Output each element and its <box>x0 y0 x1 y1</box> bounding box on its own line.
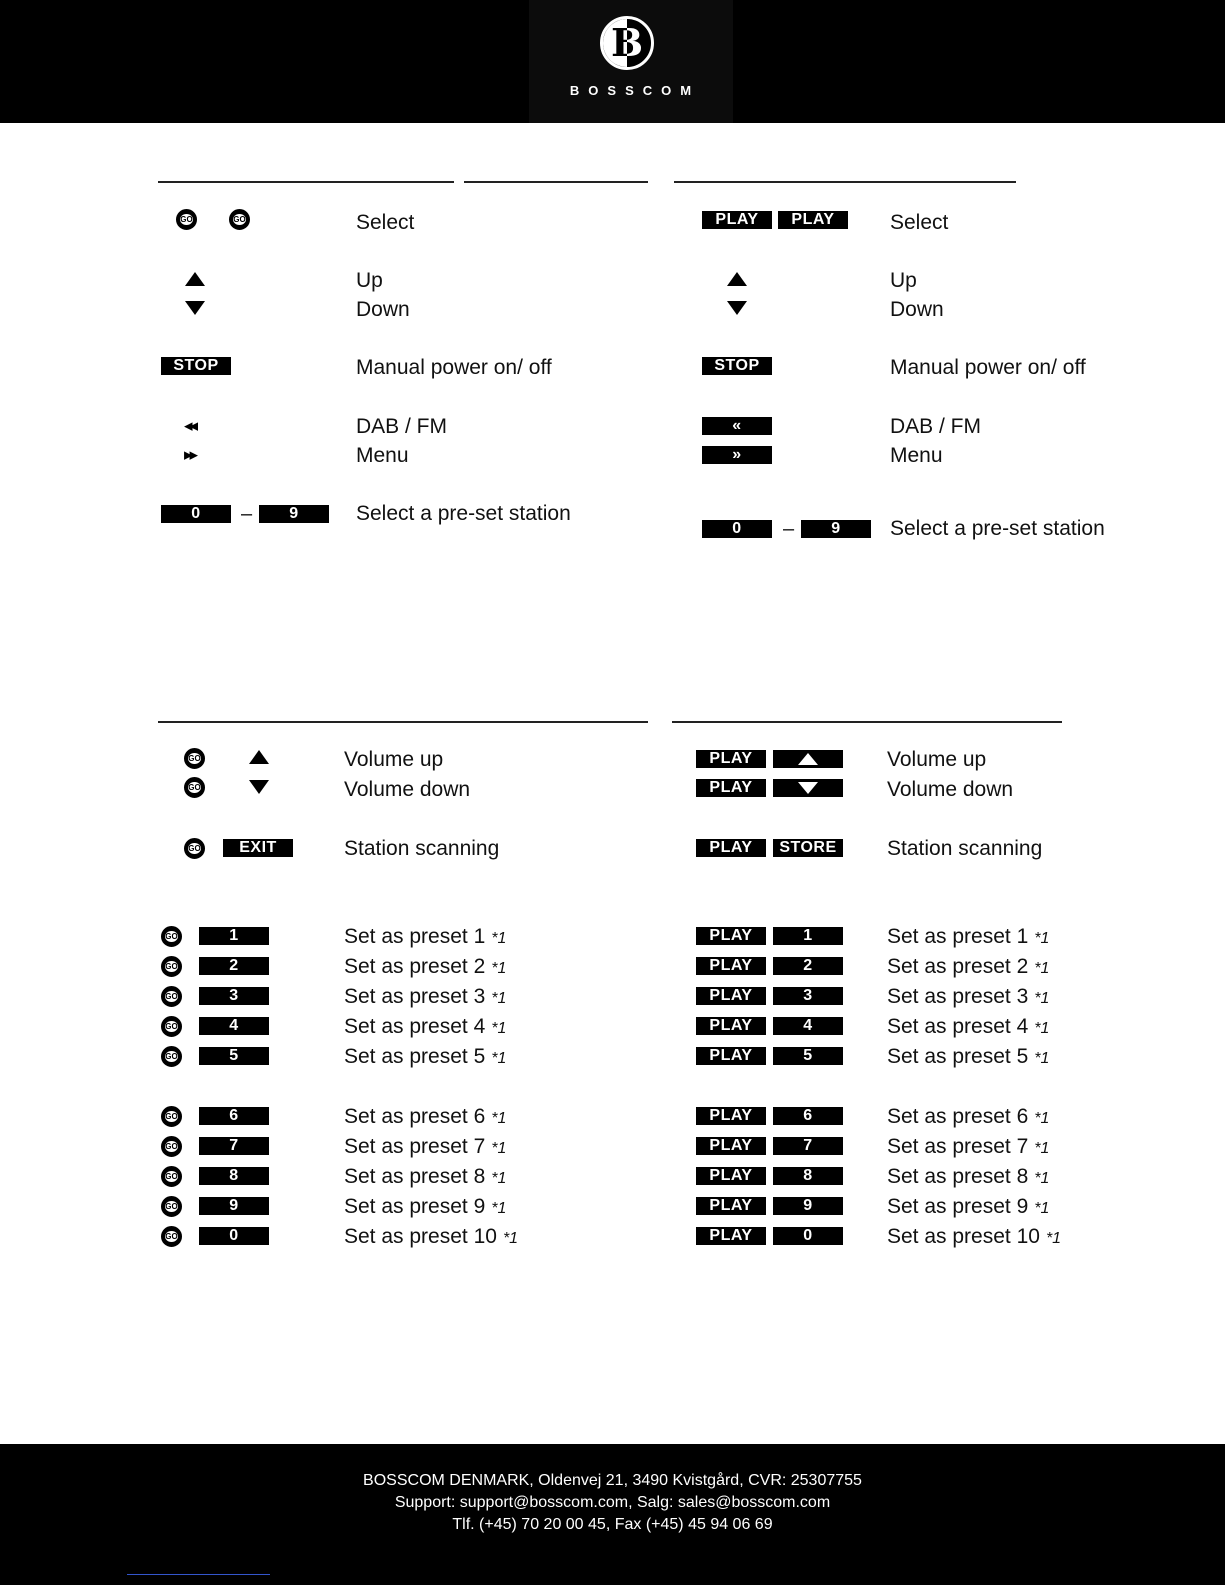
label-down: Down <box>356 298 410 321</box>
down-arrow-icon <box>185 301 205 315</box>
preset-label: Set as preset 6 *1 <box>344 1105 507 1128</box>
preset-label: Set as preset 6 *1 <box>887 1105 1050 1128</box>
stop-key-icon: STOP <box>702 357 772 375</box>
footnote-marker: *1 <box>1034 960 1050 977</box>
play-key-icon: PLAY <box>696 1167 766 1185</box>
up-arrow-icon <box>249 750 269 764</box>
key-9-icon: 9 <box>259 505 329 523</box>
label-volume-up: Volume up <box>887 748 987 771</box>
preset-label: Set as preset 2 *1 <box>887 955 1050 978</box>
go-key-icon: GO <box>161 1106 182 1127</box>
footnote-marker: *1 <box>1034 1140 1050 1157</box>
preset-key-icon: 1 <box>773 927 843 945</box>
go-key-icon: GO <box>184 838 205 859</box>
preset-key-icon: 7 <box>773 1137 843 1155</box>
go-key-icon: GO <box>161 956 182 977</box>
play-key-icon: PLAY <box>696 1107 766 1125</box>
play-key-icon: PLAY <box>696 1047 766 1065</box>
footnote-marker: *1 <box>1034 930 1050 947</box>
key-0-icon: 0 <box>161 505 231 523</box>
play-key-icon: PLAY <box>696 839 766 857</box>
footnote-marker: *1 <box>491 1140 507 1157</box>
go-key-icon: GO <box>161 926 182 947</box>
label-menu: Menu <box>356 444 409 467</box>
preset-label: Set as preset 1 *1 <box>887 925 1050 948</box>
label-power: Manual power on/ off <box>356 356 552 379</box>
footnote-marker: *1 <box>1034 1110 1050 1127</box>
label-scanning: Station scanning <box>887 837 1043 860</box>
go-key-icon: GO <box>161 1136 182 1157</box>
preset-key-icon: 6 <box>773 1107 843 1125</box>
preset-label: Set as preset 3 *1 <box>344 985 507 1008</box>
label-up: Up <box>890 269 917 292</box>
preset-key-icon: 8 <box>199 1167 269 1185</box>
preset-key-icon: 0 <box>773 1227 843 1245</box>
page-header <box>0 0 1225 123</box>
footnote-marker: *1 <box>502 1230 519 1247</box>
preset-label: Set as preset 7 *1 <box>887 1135 1050 1158</box>
range-dash: – <box>783 518 795 540</box>
preset-label: Set as preset 8 *1 <box>344 1165 507 1188</box>
footer-address: BOSSCOM DENMARK, Oldenvej 21, 3490 Kvistgård, CVR: 25307755 <box>363 1472 862 1489</box>
label-select: Select <box>356 211 415 234</box>
play-key-icon: PLAY <box>778 211 848 229</box>
label-power: Manual power on/ off <box>890 356 1086 379</box>
footnote-marker: *1 <box>1034 1020 1050 1037</box>
go-key-icon: GO <box>184 748 205 769</box>
label-select: Select <box>890 211 949 234</box>
footer-phone: Tlf. (+45) 70 20 00 45, Fax (+45) 45 94 06 69 <box>452 1516 773 1533</box>
logo-wordmark: BOSSCOM <box>569 83 701 98</box>
section2-rule-right <box>672 721 1062 723</box>
rewind-icon: ◂◂ <box>184 416 196 435</box>
footer-link-underline <box>127 1574 270 1575</box>
store-key-icon: STORE <box>773 839 843 857</box>
preset-key-icon: 2 <box>773 957 843 975</box>
label-volume-up: Volume up <box>344 748 444 771</box>
down-arrow-icon <box>249 780 269 794</box>
preset-key-icon: 3 <box>773 987 843 1005</box>
preset-key-icon: 0 <box>199 1227 269 1245</box>
up-key-icon <box>773 750 843 768</box>
play-key-icon: PLAY <box>696 1137 766 1155</box>
play-key-icon: PLAY <box>696 1197 766 1215</box>
go-key-icon: GO <box>161 1046 182 1067</box>
preset-label: Set as preset 9 *1 <box>344 1195 507 1218</box>
preset-key-icon: 1 <box>199 927 269 945</box>
footnote-marker: *1 <box>491 930 507 947</box>
brand-logo <box>529 0 733 123</box>
key-9-icon: 9 <box>801 520 871 538</box>
preset-label: Set as preset 8 *1 <box>887 1165 1050 1188</box>
section1-rule-left-a <box>158 181 454 183</box>
preset-key-icon: 9 <box>773 1197 843 1215</box>
stop-key-icon: STOP <box>161 357 231 375</box>
label-volume-down: Volume down <box>344 778 471 801</box>
footnote-marker: *1 <box>491 1200 507 1217</box>
preset-key-icon: 2 <box>199 957 269 975</box>
play-key-icon: PLAY <box>696 779 766 797</box>
label-down: Down <box>890 298 944 321</box>
footnote-marker: *1 <box>491 960 507 977</box>
go-key-icon: GO <box>161 986 182 1007</box>
fast-forward-key-icon: » <box>702 446 772 464</box>
section2-rule-left <box>158 721 648 723</box>
preset-label: Set as preset 5 *1 <box>344 1045 507 1068</box>
footnote-marker: *1 <box>1034 1050 1050 1067</box>
footnote-marker: *1 <box>491 1170 507 1187</box>
go-key-icon: GO <box>161 1226 182 1247</box>
label-volume-down: Volume down <box>887 778 1014 801</box>
play-key-icon: PLAY <box>696 957 766 975</box>
preset-label: Set as preset 1 *1 <box>344 925 507 948</box>
label-preset-select: Select a pre-set station <box>890 517 1105 540</box>
preset-label: Set as preset 5 *1 <box>887 1045 1050 1068</box>
preset-label: Set as preset 2 *1 <box>344 955 507 978</box>
down-key-icon <box>773 779 843 797</box>
range-dash: – <box>241 503 253 525</box>
preset-key-icon: 4 <box>199 1017 269 1035</box>
footnote-marker: *1 <box>1045 1230 1062 1247</box>
footer-support: Support: support@bosscom.com, Salg: sales@bosscom.com <box>394 1494 831 1511</box>
preset-key-icon: 5 <box>199 1047 269 1065</box>
label-menu: Menu <box>890 444 943 467</box>
footnote-marker: *1 <box>1034 990 1050 1007</box>
preset-label: Set as preset 9 *1 <box>887 1195 1050 1218</box>
play-key-icon: PLAY <box>696 1227 766 1245</box>
label-scanning: Station scanning <box>344 837 500 860</box>
play-key-icon: PLAY <box>696 927 766 945</box>
go-key-icon: GO <box>229 209 250 230</box>
play-key-icon: PLAY <box>696 750 766 768</box>
rewind-key-icon: « <box>702 417 772 435</box>
preset-key-icon: 9 <box>199 1197 269 1215</box>
play-key-icon: PLAY <box>696 987 766 1005</box>
footnote-marker: *1 <box>491 1110 507 1127</box>
up-arrow-icon <box>185 272 205 286</box>
footnote-marker: *1 <box>1034 1200 1050 1217</box>
section1-rule-left-b <box>464 181 648 183</box>
preset-label: Set as preset 3 *1 <box>887 985 1050 1008</box>
label-preset-select: Select a pre-set station <box>356 502 571 525</box>
footnote-marker: *1 <box>491 1050 507 1067</box>
play-key-icon: PLAY <box>696 1017 766 1035</box>
key-0-icon: 0 <box>702 520 772 538</box>
footnote-marker: *1 <box>491 1020 507 1037</box>
fast-forward-icon: ▸▸ <box>184 445 196 464</box>
label-dab-fm: DAB / FM <box>890 415 982 438</box>
go-key-icon: GO <box>161 1196 182 1217</box>
preset-key-icon: 7 <box>199 1137 269 1155</box>
page-footer <box>0 1444 1225 1585</box>
go-key-icon: GO <box>184 777 205 798</box>
play-key-icon: PLAY <box>702 211 772 229</box>
preset-label: Set as preset 4 *1 <box>887 1015 1050 1038</box>
go-key-icon: GO <box>161 1016 182 1037</box>
go-key-icon: GO <box>176 209 197 230</box>
preset-key-icon: 5 <box>773 1047 843 1065</box>
preset-key-icon: 8 <box>773 1167 843 1185</box>
preset-label: Set as preset 10 *1 <box>344 1225 519 1248</box>
preset-label: Set as preset 7 *1 <box>344 1135 507 1158</box>
exit-key-icon: EXIT <box>223 839 293 857</box>
go-key-icon: GO <box>161 1166 182 1187</box>
up-arrow-icon <box>727 272 747 286</box>
label-up: Up <box>356 269 383 292</box>
preset-label: Set as preset 10 *1 <box>887 1225 1062 1248</box>
logo-emblem-icon: B <box>600 16 654 70</box>
preset-key-icon: 4 <box>773 1017 843 1035</box>
footnote-marker: *1 <box>1034 1170 1050 1187</box>
preset-label: Set as preset 4 *1 <box>344 1015 507 1038</box>
footnote-marker: *1 <box>491 990 507 1007</box>
down-arrow-icon <box>727 301 747 315</box>
label-dab-fm: DAB / FM <box>356 415 448 438</box>
preset-key-icon: 6 <box>199 1107 269 1125</box>
preset-key-icon: 3 <box>199 987 269 1005</box>
section1-rule-right <box>674 181 1016 183</box>
